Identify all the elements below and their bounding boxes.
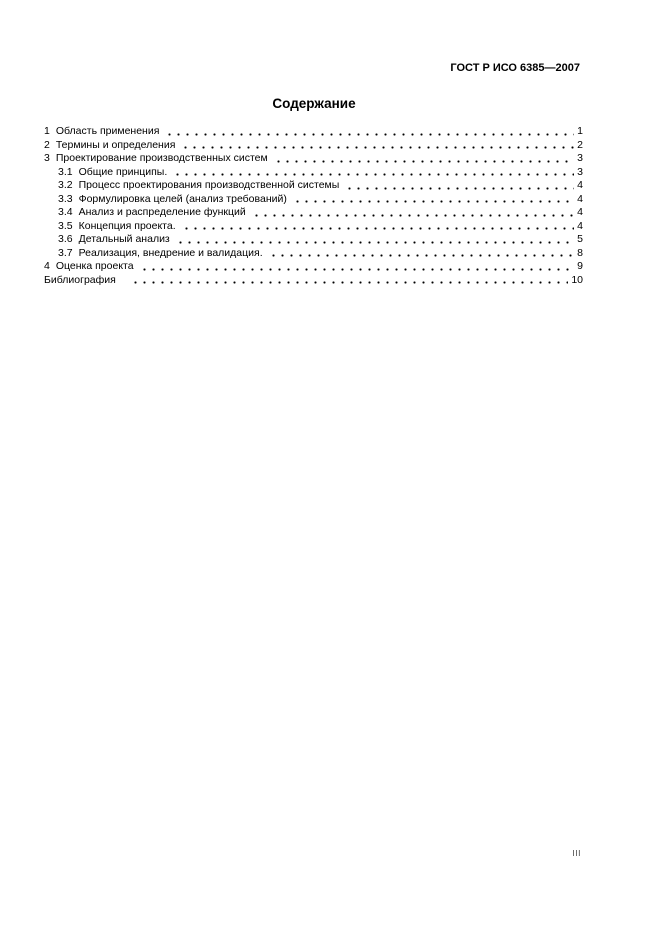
toc-entry-number: 3.4 bbox=[58, 206, 73, 218]
toc-entry-page: 10 bbox=[571, 273, 583, 286]
toc-entry bbox=[44, 139, 583, 153]
toc-entry-label: Область применения bbox=[55, 125, 160, 137]
toc-entry-number: 3 bbox=[44, 152, 50, 164]
dot-leader-icon bbox=[343, 179, 574, 193]
dot-leader-icon bbox=[163, 125, 574, 139]
dot-leader-icon bbox=[171, 166, 574, 180]
toc-entry-page: 5 bbox=[577, 233, 583, 245]
toc-entry-label: Анализ и распределение функций bbox=[78, 206, 246, 218]
toc-entry bbox=[44, 233, 583, 247]
toc-entry-label: Оценка проекта bbox=[55, 260, 134, 272]
dot-leader-icon bbox=[174, 233, 574, 247]
toc-entry-page: 4 bbox=[577, 192, 583, 205]
toc-entry bbox=[44, 193, 583, 207]
toc-entry-page: 3 bbox=[577, 152, 583, 164]
toc-entry-page: 4 bbox=[577, 179, 583, 191]
toc-entry bbox=[44, 206, 583, 220]
toc-entry-number: 3.1 bbox=[58, 165, 73, 178]
toc-entry-label: Концепция проекта. bbox=[78, 219, 176, 232]
toc-entry-label: Формулировка целей (анализ требований) bbox=[78, 192, 287, 205]
toc-entry bbox=[44, 152, 583, 166]
dot-leader-icon bbox=[272, 152, 574, 166]
dot-leader-icon bbox=[250, 206, 574, 220]
toc-entry-label: Детальный анализ bbox=[78, 233, 170, 245]
toc-entry-number: 3.5 bbox=[58, 219, 73, 232]
toc-entry-label: Термины и определения bbox=[55, 138, 176, 151]
page-title: Содержание bbox=[272, 96, 356, 111]
toc-entry-label: Реализация, внедрение и валидация. bbox=[78, 246, 263, 259]
toc-entry-page: 3 bbox=[577, 165, 583, 178]
toc-entry-number: 3.3 bbox=[58, 192, 73, 205]
toc-entry bbox=[44, 274, 583, 288]
toc-entry-label: Библиография bbox=[44, 273, 116, 286]
toc-entry bbox=[44, 166, 583, 180]
toc-entry-page: 8 bbox=[577, 246, 583, 259]
toc-entry-number: 4 bbox=[44, 260, 50, 272]
dot-leader-icon bbox=[180, 220, 575, 234]
toc-entry bbox=[44, 125, 583, 139]
footer-page-number: III bbox=[572, 848, 581, 858]
toc-entry-label: Общие принципы. bbox=[78, 165, 168, 178]
toc-entry bbox=[44, 247, 583, 261]
toc-list bbox=[44, 125, 583, 287]
toc-entry-page: 9 bbox=[577, 260, 583, 272]
dot-leader-icon bbox=[138, 260, 575, 274]
toc-entry-number: 3.7 bbox=[58, 246, 73, 259]
toc-entry-number: 1 bbox=[44, 125, 50, 137]
toc-entry bbox=[44, 179, 583, 193]
toc-entry bbox=[44, 220, 583, 234]
dot-leader-icon bbox=[179, 139, 574, 153]
toc-entry-number: 3.6 bbox=[58, 233, 73, 245]
toc-entry-number: 3.2 bbox=[58, 179, 73, 191]
toc-entry-page: 1 bbox=[577, 125, 583, 137]
toc-entry-page: 2 bbox=[577, 138, 583, 151]
standard-code-header: ГОСТ Р ИСО 6385—2007 bbox=[450, 62, 580, 74]
dot-leader-icon bbox=[267, 247, 575, 261]
toc-entry-page: 4 bbox=[577, 206, 583, 218]
toc-entry-page: 4 bbox=[577, 219, 583, 232]
dot-leader-icon bbox=[291, 193, 574, 207]
toc-entry bbox=[44, 260, 583, 274]
toc-entry-number: 2 bbox=[44, 138, 50, 151]
dot-leader-icon bbox=[129, 274, 568, 288]
toc-entry-label: Процесс проектирования производственной системы bbox=[78, 179, 340, 191]
toc-entry-label: Проектирование производственных систем bbox=[55, 152, 268, 164]
